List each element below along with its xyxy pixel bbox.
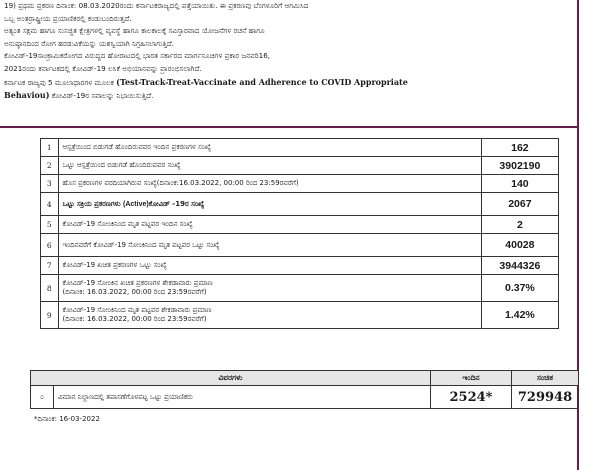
stats-row — [41, 157, 559, 175]
intro-line: ಒಬ್ಬ ಅಂತರ್ರಾಷ್ಟ್ರೀಯ ಪ್ರಯಾಣಿಕರಲ್ಲಿ ಕಂಡುಬಂದಿರುತ್ತದೆ. — [4, 13, 132, 23]
intro-line: ಕೋವಿಡ್-19ಸಾಂಕ್ರಾಮಿಕರೋಗದ ವಿರುದ್ಧದ ಹೋರಾಟದಲ್ಲಿ ಭಾರತ ಸರ್ಕಾರದ ಮಾರ್ಗಸೂಚಿಗಳ ಪ್ರಕಾರ ಜನವರಿ16, — [4, 51, 271, 61]
cumulative-value: 729948 — [512, 386, 579, 409]
row-label-line: (ದಿನಾಂಕ: 16.03.2022, 00:00 ರಿಂದ 23:59ರವರೆಗೆ) — [62, 288, 207, 296]
row-label-text: ಕೋವಿಡ್ -19ರ ಸಂಖ್ಯೆ — [148, 199, 205, 208]
stats-row — [41, 139, 559, 157]
stats-row — [41, 257, 559, 275]
row-label: ಹೊಸ ಪ್ರಕರಣಗಳ ವರದಿಯಾಗಿರುವ ಸಂಖ್ಯೆ(ದಿನಾಂಕ:16.03.2022, 00:00 ರಿಂದ 23:59ರವರೆಗೆ) — [58, 175, 481, 193]
row-value: 140 — [481, 175, 558, 193]
row-label-line: ಕೋವಿಡ್-19 ಸೋಂಕಿನಿಂದ ಮೃತ ಪಟ್ಟವರ ಶೇಕಡಾವಾರು ಪ್ರಮಾಣ — [62, 306, 212, 314]
row-label — [58, 275, 481, 302]
row-value: 2067 — [481, 193, 558, 216]
footnote: *ದಿನಾಂಕ: 16-03-2022 — [34, 415, 100, 423]
row-label: ವಿಮಾನ ನಿಲ್ದಾಣದಲ್ಲಿ ತಪಾಸಣೆಗೊಳಪಟ್ಟ ಒಟ್ಟು ಪ್ರಯಾಣಿಕರು — [54, 386, 431, 409]
row-number: 3 — [41, 175, 59, 193]
airport-details-table — [30, 370, 579, 409]
intro-line: ಅತ್ಯಂತ ಸಕ್ಷಮ ಹಾಗೂ ಸುಸಜ್ಜಿತ ಕ್ಷೇತ್ರಗಳಲ್ಲಿ ವ್ಯವಸ್ಥೆ ಹಾಗೂ ಕಾಲಕಾಲಕ್ಕೆ ಸವಿಸ್ತಾರವಾದ ಯೋಜನೆಗಳ ರಚನೆ ಹಾಗೂ — [4, 26, 265, 36]
intro-text: ಕರ್ನಾಟಕ ರಾಜ್ಯವು 5 ಮೂಲಾಧಾರಗಳ ಮೂಲಕ — [4, 77, 114, 87]
today-value: 2524* — [431, 386, 512, 409]
row-value: 3944326 — [481, 257, 558, 275]
row-value: 2 — [481, 216, 558, 234]
stats-row — [41, 193, 559, 216]
row-number: 6 — [41, 234, 59, 257]
row-number: 9 — [41, 302, 59, 329]
row-label — [58, 193, 481, 216]
section-divider — [0, 126, 579, 128]
row-label-line: (ದಿನಾಂಕ: 16.03.2022, 00:00 ರಿಂದ 23:59ರವರೆಗೆ) — [62, 315, 207, 323]
cumulative-header: ಸಂಚಿತ — [512, 371, 579, 386]
intro-line — [4, 76, 570, 90]
row-number: 4 — [41, 193, 59, 216]
row-value: 40028 — [481, 234, 558, 257]
covid-stats-table — [40, 138, 559, 329]
stats-row — [41, 275, 559, 302]
intro-line: 2021ರಂದು ಕರ್ನಾಟಕದಲ್ಲಿ ಕೋವಿಡ್-19 ಲಸಿಕೆ ಅಭಿಯಾನವನ್ನು ಪ್ರಾರಂಭಿಸಲಾಗಿದೆ. — [4, 63, 202, 73]
stats-row — [41, 234, 559, 257]
stats-row — [41, 302, 559, 329]
row-label: ಕೋವಿಡ್-19 ಖಚಿತ ಪ್ರಕರಣಗಳ ಒಟ್ಟು ಸಂಖ್ಯೆ — [58, 257, 481, 275]
details-header-row — [31, 371, 579, 386]
row-number: ೦ — [31, 386, 54, 409]
intro-english: Behaviou) — [4, 90, 50, 101]
intro-line — [4, 89, 570, 103]
row-label: ಇಂದಿನವರೆಗೆ ಕೋವಿಡ್-19 ಸೋಂಕಿನಿಂದ ಮೃತ ಪಟ್ಟವರ ಒಟ್ಟು ಸಂಖ್ಯೆ — [58, 234, 481, 257]
details-header: ವಿವರಗಳು — [31, 371, 431, 386]
stats-row — [41, 216, 559, 234]
intro-line: 19) ಪ್ರಥಮ ಪ್ರಕರಣ ದಿನಾಂಕ: 08.03.2020ರಂದು ಕರ್ನಾಟಕರಾಜ್ಯದಲ್ಲಿ ಪತ್ತೆಯಾಯಿತು. ಈ ಪ್ರಕರಣವು ಬೆಂಗಳೂರಿಗೆ ಆಗಮಿಸಿದ — [4, 1, 309, 10]
today-header: ಇಂದಿನ — [431, 371, 512, 386]
intro-paragraph — [4, 0, 570, 103]
row-label-text: ಒಟ್ಟು ಸಕ್ರಿಯ ಪ್ರಕರಣಗಳು — [62, 199, 121, 208]
row-number: 2 — [41, 157, 59, 175]
details-row — [31, 386, 579, 409]
row-value: 3902190 — [481, 157, 558, 175]
row-number: 1 — [41, 139, 59, 157]
row-number: 7 — [41, 257, 59, 275]
row-label-english: (Active) — [123, 200, 149, 208]
row-value: 162 — [481, 139, 558, 157]
intro-english: (Test-Track-Treat-Vaccinate and Adherence to COVID Appropriate — [116, 76, 408, 87]
row-value: 1.42% — [481, 302, 558, 329]
row-label: ಒಟ್ಟು ಆಸ್ಪತ್ರೆಯಿಂದ ಬಿಡುಗಡೆ ಹೊಂದಿರುವವರ ಸಂಖ್ಯೆ — [58, 157, 481, 175]
row-number: 8 — [41, 275, 59, 302]
row-label — [58, 302, 481, 329]
row-label: ಆಸ್ಪತ್ರೆಯಿಂದ ಬಿಡುಗಡೆ ಹೊಂದಿರುವವರ ಇಂದಿನ ಪ್ರಕರಣಗಳ ಸಂಖ್ಯೆ — [58, 139, 481, 157]
row-label: ಕೋವಿಡ್-19 ಸೋಂಕಿನಿಂದ ಮೃತ ಪಟ್ಟವರ ಇಂದಿನ ಸಂಖ್ಯೆ — [58, 216, 481, 234]
row-label-line: ಕೋವಿಡ್-19 ಸೋಂಕಿನ ಖಚಿತ ಪ್ರಕರಣಗಳ ಶೇಕಡಾವಾರು ಪ್ರಮಾಣ — [62, 279, 213, 287]
intro-text: ಕೋವಿಡ್-19ರ ಸವಾಲನ್ನು ನಿಭಾಯಿಸುತ್ತಿದೆ. — [51, 91, 154, 101]
intro-line: ಅನುಷ್ಠಾನದಿಂದ ರೋಗ ಹರಡುವಿಕೆಯನ್ನು ಯಶಸ್ವಿಯಾಗಿ ನಿಗ್ರಹಿಸಲಾಗುತ್ತಿದೆ. — [4, 38, 175, 48]
stats-row — [41, 175, 559, 193]
row-number: 5 — [41, 216, 59, 234]
row-value: 0.37% — [481, 275, 558, 302]
